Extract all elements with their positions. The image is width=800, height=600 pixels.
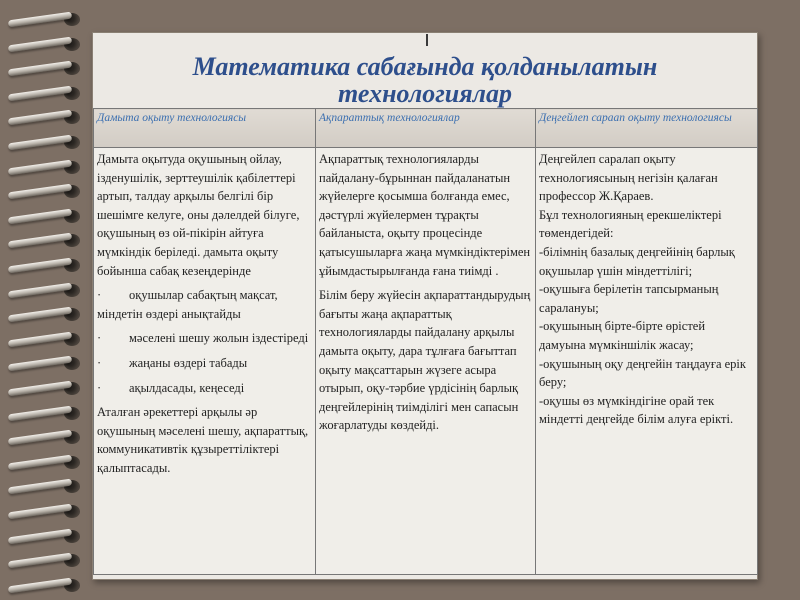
ring-wire [8, 85, 72, 101]
ring-wire [8, 135, 72, 151]
ring-wire [8, 577, 72, 593]
ring-wire [8, 233, 72, 249]
slide-title-line1: Математика сабағында қолданылатын [192, 52, 658, 81]
binding-ring-icon [6, 477, 84, 497]
differentiated-line: Бұл технологияның ерекшеліктері төмендегідей: [539, 207, 722, 241]
cell-developmental [94, 148, 316, 575]
bullet-icon: · [97, 288, 102, 303]
ring-wire [8, 36, 72, 52]
ring-wire [8, 61, 72, 77]
ring-wire [8, 110, 72, 126]
ring-wire [8, 159, 72, 175]
title-area [93, 33, 757, 108]
ring-wire [8, 405, 72, 421]
technologies-table [93, 108, 758, 575]
ring-wire [8, 258, 72, 274]
ring-wire [8, 331, 72, 347]
table-header-row [94, 109, 758, 148]
spiral-binding [0, 0, 88, 600]
cell-differentiated [536, 148, 758, 575]
slide [92, 32, 758, 580]
ring-wire [8, 184, 72, 200]
slide-title-line2: технологиялар [337, 79, 512, 108]
binding-ring-icon [6, 256, 84, 276]
binding-ring-icon [6, 379, 84, 399]
binding-ring-icon [6, 527, 84, 547]
binding-ring-icon [6, 84, 84, 104]
header-developmental: Дамыта оқыту технологиясы [94, 109, 316, 148]
developmental-intro: Дамыта оқытуда оқушының ойлау, ізденушілік, зерттеушілік қабілеттері артып, талдау арқылы белгілі бір шешімге келуге, оны дәлелдей білуге, оқушының өз ой-пікірін айтуға мүмкіндік беріледі. дамыта оқыту бойынша сабақ кезеңдерінде [97, 152, 300, 278]
slide-title [93, 33, 757, 107]
binding-ring-icon [6, 133, 84, 153]
information-para2: Білім беру жүйесін ақпараттандырудың бағыты жаңа ақпараттық технологияларды пайдалану арқылы дамыта оқыту, дара тұлғаға бағыттап оқыту мақсаттарын жүзеге асыра отырып, оқу-тәрбие үрдісінің барлық деңгейлерінің тиімділігі мен сапасын жоғарлатуды көздейді. [319, 288, 531, 433]
bullet-text: жаңаны өздері табады [129, 355, 248, 370]
ring-wire [8, 381, 72, 397]
header-information: Ақпараттық технологиялар [316, 109, 536, 148]
ring-wire [8, 528, 72, 544]
binding-ring-icon [6, 428, 84, 448]
binding-ring-icon [6, 207, 84, 227]
binding-ring-icon [6, 59, 84, 79]
cell-information [316, 148, 536, 575]
ring-wire [8, 356, 72, 372]
bullet-text: ақылдасады, кеңеседі [129, 380, 245, 395]
information-para1: Ақпараттық технологияларды пайдалану-бұрыннан пайдаланатын жүйелерге қосымша болғанда емес, дәстүрлі жүйелермен тұрақты байланыста, оқыту процесінде қатысушыларға жаңа мүмкіндіктерімен ұйымдастырылғанда ғана тиімді . [319, 152, 531, 278]
ring-wire [8, 553, 72, 569]
differentiated-line: -оқушының бірте-бірте өрістей дамуына мүмкіншілік жасау; [539, 319, 706, 352]
binding-ring-icon [6, 330, 84, 350]
binding-ring-icon [6, 354, 84, 374]
binding-ring-icon [6, 35, 84, 55]
bullet-icon: · [97, 380, 102, 395]
bullet-text: мәселені шешу жолын іздестіреді [129, 331, 309, 346]
binding-ring-icon [6, 231, 84, 251]
ring-wire [8, 454, 72, 470]
bullet-icon: · [97, 331, 102, 346]
list-item [97, 354, 312, 373]
ring-wire [8, 307, 72, 323]
list-item [97, 286, 312, 323]
developmental-outro: Аталған әрекеттері арқылы әр оқушының мәселені шешу, ақпараттық, коммуникативтік құзыреттіліктері қалыптасады. [97, 405, 309, 475]
binding-ring-icon [6, 281, 84, 301]
header-differentiated: Деңгейлеп сараап оқыту технологиясы [536, 109, 758, 148]
binding-ring-icon [6, 551, 84, 571]
differentiated-line: Деңгейлеп саралап оқыту технологиясының негізін қалаған профессор Ж.Қараев. [539, 152, 718, 204]
ring-wire [8, 12, 72, 28]
bullet-icon: · [97, 355, 102, 370]
binding-ring-icon [6, 453, 84, 473]
binding-ring-icon [6, 305, 84, 325]
differentiated-line: -білімнің базалық деңгейінің барлық оқушылар үшін міндеттілігі; [539, 244, 735, 278]
binding-ring-icon [6, 404, 84, 424]
ring-wire [8, 208, 72, 224]
binding-ring-icon [6, 108, 84, 128]
binding-ring-icon [6, 10, 84, 30]
list-item [97, 329, 312, 348]
bullet-text: оқушылар сабақтың мақсат, міндетін өздері анықтайды [97, 288, 278, 321]
list-item [97, 379, 312, 398]
binding-ring-icon [6, 502, 84, 522]
binding-ring-icon [6, 158, 84, 178]
differentiated-line: -оқушының оқу деңгейін таңдауға ерік беру; [539, 356, 746, 390]
binding-ring-icon [6, 182, 84, 202]
ring-wire [8, 430, 72, 446]
table-row [94, 148, 758, 575]
binding-ring-icon [6, 576, 84, 596]
ring-wire [8, 504, 72, 520]
ring-wire [8, 479, 72, 495]
differentiated-line: -оқушы өз мүмкіндігіне орай тек міндетті деңгейде білім алуға ерікті. [539, 393, 734, 427]
ring-wire [8, 282, 72, 298]
differentiated-line: -оқушыға берілетін тапсырманың саралануы; [539, 282, 719, 315]
